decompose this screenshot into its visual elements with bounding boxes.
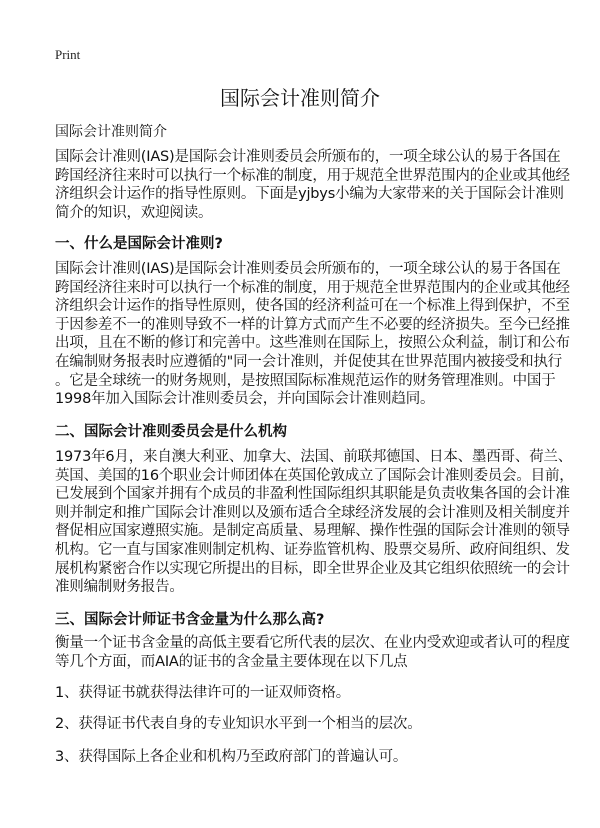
page-title: 国际会计准则简介: [220, 86, 380, 110]
section-heading: 三、国际会计师证书含金量为什么那么高?: [55, 612, 325, 628]
section-heading: 一、什么是国际会计准则?: [55, 236, 223, 252]
text-line: 1998年加入国际会计准则委员会，并向国际会计准则趋同。: [55, 391, 435, 408]
text-line: 等几个方面，而AIA的证书的含金量主要体现在以下几点: [55, 653, 408, 670]
text-line: 已发展到个国家并拥有个成员的非盈利性国际组织其职能是负责收集各国的会计准: [55, 486, 570, 503]
text-line: 衡量一个证书含金量的高低主要看它所代表的层次、在业内受欢迎或者认可的程度: [55, 635, 570, 651]
subtitle: 国际会计准则简介: [55, 124, 167, 140]
intro-paragraph: [55, 148, 570, 222]
print-link[interactable]: Print: [55, 47, 81, 62]
text-line: 出项，且在不断的修订和完善中。这些准则在国际上，按照公众利益，制订和公布: [55, 335, 570, 352]
text-line: 机构。它一直与国家准则制定机构、证券监管机构、股票交易所、政府间组织、发: [55, 541, 570, 558]
text-line: 准则编制财务报告。: [55, 579, 184, 596]
section-paragraph: [55, 448, 574, 597]
text-line: 。它是全球统一的财务规则，是按照国际标准规范运作的财务管理准则。中国于: [55, 372, 556, 389]
section-paragraph: [55, 260, 570, 409]
text-line: 跨国经济往来时可以执行一个标准的制度，用于规范全世界范围内的企业或其他经: [55, 167, 570, 184]
text-line: 展机构紧密合作以实现它所提出的目标，即全世界企业及其它组织依照统一的会计: [55, 560, 570, 577]
text-line: 则并制定和推广国际会计准则以及颁布适合全球经济发展的会计准则及相关制度并: [55, 504, 570, 521]
text-line: 济组织会计运作的指导性原则，使各国的经济利益可在一个标准上得到保护，不至: [55, 298, 570, 315]
text-line: 国际会计准则(IAS)是国际会计准则委员会所颁布的，一项全球公认的易于各国在: [55, 149, 561, 165]
text-line: 英国、美国的16个职业会计师团体在英国伦敦成立了国际会计准则委员会。目前，: [55, 467, 574, 484]
list-item: 3、获得国际上各企业和机构乃至政府部门的普遍认可。: [55, 749, 408, 765]
list-item: 1、获得证书就获得法律许可的一证双师资格。: [55, 685, 351, 701]
text-line: 简介的知识，欢迎阅读。: [55, 204, 213, 221]
text-line: 督促相应国家遵照实施。是制定高质量、易理解、操作性强的国际会计准则的领导: [55, 523, 570, 540]
text-line: 于因参差不一的准则导致不一样的计算方式而产生不必要的经济损失。至今已经推: [55, 316, 570, 333]
text-line: 1973年6月，来自澳大利亚、加拿大、法国、前联邦德国、日本、墨西哥、荷兰、: [55, 449, 573, 465]
text-line: 跨国经济往来时可以执行一个标准的制度，用于规范全世界范围内的企业或其他经: [55, 279, 570, 296]
text-line: 在编制财务报表时应遵循的"同一会计准则，并促使其在世界范围内被接受和执行: [55, 353, 562, 370]
text-line: 济组织会计运作的指导性原则。下面是yjbys小编为大家带来的关于国际会计准则: [55, 186, 564, 203]
section-paragraph: [55, 634, 570, 671]
section-heading: 二、国际会计准则委员会是什么机构: [55, 424, 287, 440]
text-line: 国际会计准则(IAS)是国际会计准则委员会所颁布的，一项全球公认的易于各国在: [55, 261, 561, 277]
list-item: 2、获得证书代表自身的专业知识水平到一个相当的层次。: [55, 716, 422, 732]
